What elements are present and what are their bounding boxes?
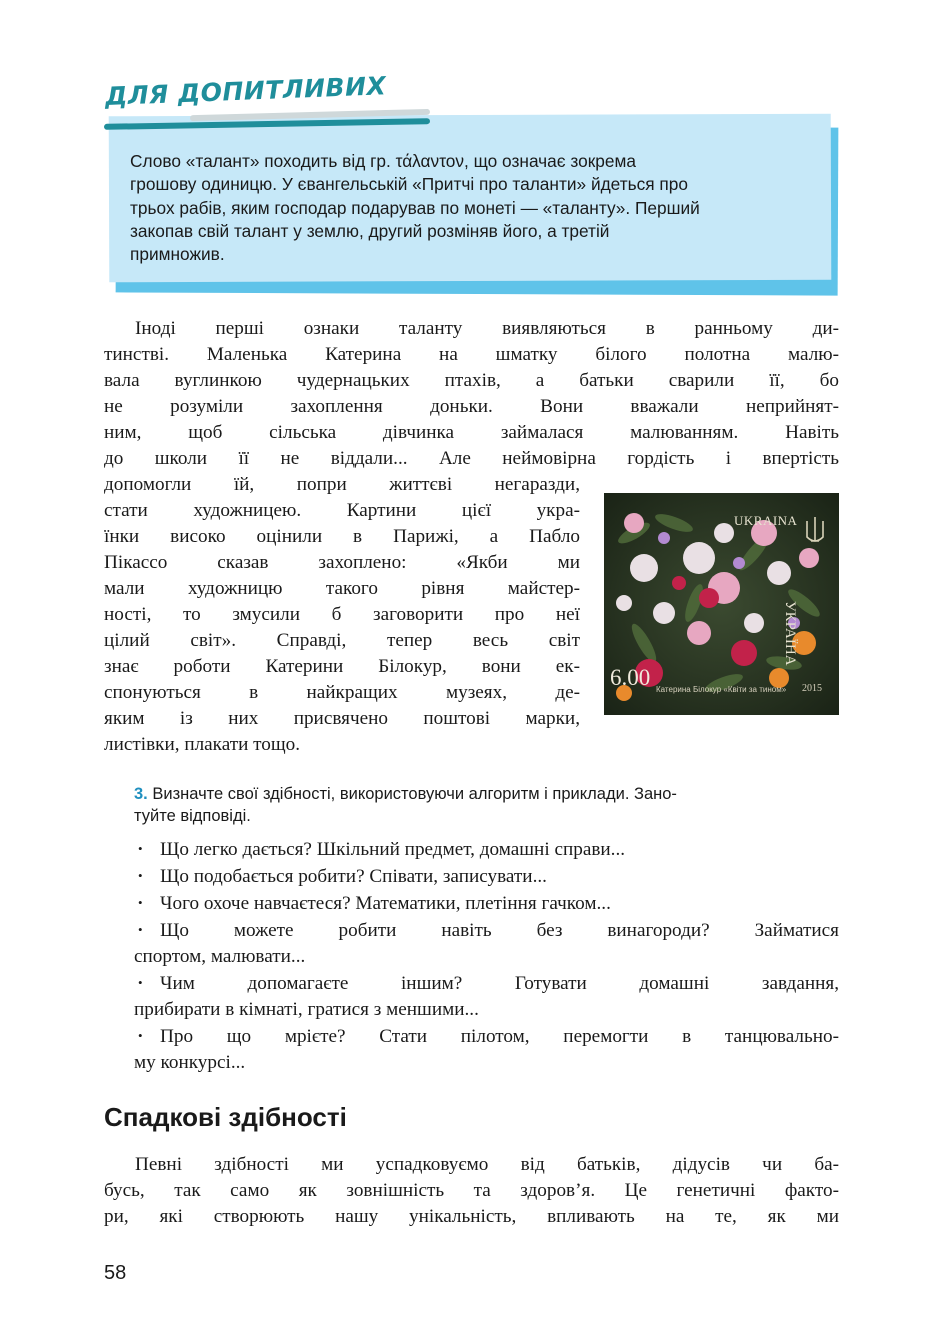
sidebar-text (130, 150, 830, 266)
bullet-dot-icon: • (138, 922, 143, 937)
text-line: ри, які створюють нашу унікальність, впливають на те, як ми (104, 1206, 839, 1227)
paragraph-heredity (104, 1152, 839, 1230)
text-line: стати художницею. Картини цієї укра- (104, 500, 580, 521)
bullet-item (134, 836, 839, 863)
text-line: їнки високо оцінили в Парижі, а Пабло (104, 526, 580, 547)
bullet-text: Про що мрієте? Стати пілотом, перемогти в танцювально- (160, 1026, 839, 1047)
bullet-line (134, 836, 839, 863)
text-line: Іноді перші ознаки таланту виявляються в ранньому ди- (135, 318, 839, 339)
bullet-line (134, 863, 839, 890)
text-line: Певні здібності ми успадковуємо від батьків, дідусів чи ба- (135, 1154, 839, 1175)
bullet-line (134, 890, 839, 917)
section-heading: Спадкові здібності (104, 1102, 347, 1132)
text-line: ним, щоб сільська дівчинка займалася малюванням. Навіть (104, 422, 839, 443)
sidebar-line: Слово «талант» походить від гр. τάλαντον, що означає зокрема (130, 151, 637, 171)
bullet-list (134, 836, 839, 1076)
paragraph-intro-continued (104, 472, 580, 758)
bullet-text: Чого охоче навчаєтеся? Математики, плетіння гачком... (160, 893, 611, 914)
text-line: не розуміли захоплення доньки. Вони вважали неприйнят- (104, 396, 839, 417)
sidebar-line: примножив. (130, 244, 225, 265)
text-line: допомогли їй, попри життєві негаразди, (104, 474, 580, 495)
bullet-dot-icon: • (138, 975, 143, 990)
text-line: листівки, плакати тощо. (104, 734, 301, 755)
stamp-country-top: UKRAINA (734, 513, 798, 528)
task-number: 3. (134, 785, 148, 803)
text-line: тинстві. Маленька Катерина на шматку білого полотна малю- (104, 344, 839, 365)
bullet-line: прибирати в кімнаті, гратися з меншими... (134, 999, 479, 1020)
text-line: Пікассо сказав захоплено: «Якби ми (104, 552, 580, 573)
page-number: 58 (104, 1262, 127, 1284)
text-line: знає роботи Катерини Білокур, вони ек- (104, 656, 580, 677)
stamp-caption: Катерина Білокур «Квіти за тином» (656, 685, 787, 694)
text-line: вала вуглинкою чудернацьких птахів, а батьки сварили її, бо (104, 370, 839, 391)
bullet-line: спортом, малювати... (134, 946, 306, 967)
sidebar-line: грошову одиницю. У євангельській «Притчі про таланти» йдеться про (130, 174, 689, 195)
sidebar-title: ДЛЯ ДОПИТЛИВИХ (104, 71, 387, 112)
stamp-country-side: УКРАЇНА (782, 601, 798, 666)
bullet-line: му конкурсі... (134, 1052, 246, 1073)
text-line: до школи її не віддали... Але неймовірна гордість і впертість (104, 448, 839, 469)
text-line: мали художницю такого рівня майстер- (104, 578, 580, 599)
bullet-line (134, 970, 839, 997)
bullet-dot-icon: • (138, 868, 143, 883)
bullet-line (134, 917, 839, 944)
task-3 (134, 783, 839, 827)
bullet-item (134, 970, 839, 1023)
task-text: Визначте свої здібності, використовуючи алгоритм і приклади. Зано- (152, 785, 677, 803)
bullet-text: Чим допомагаєте іншим? Готувати домашні завдання, (160, 973, 839, 994)
bullet-item (134, 917, 839, 970)
bullet-text: Що легко дається? Шкільний предмет, домашні справи... (160, 839, 626, 860)
bullet-dot-icon: • (138, 895, 143, 910)
bullet-text: Що подобається робити? Співати, записувати... (160, 866, 547, 887)
text-line: спонуються в найкращих музеях, де- (104, 682, 580, 703)
paragraph-intro (104, 316, 839, 472)
text-line: ності, то змусили б заговорити про неї (104, 604, 580, 625)
bullet-item (134, 1023, 839, 1076)
stamp-value: 6.00 (610, 665, 651, 690)
task-text: туйте відповіді. (134, 807, 251, 825)
sidebar-line: трьох рабів, яким господар подарував по монеті — «таланту». Перший (130, 197, 700, 218)
bullet-text: Що можете робити навіть без винагороди? Займатися (160, 920, 839, 941)
bullet-item (134, 890, 839, 917)
text-line: бусь, так само як зовнішність та здоров’я. Це генетичні факто- (104, 1180, 839, 1201)
text-line: цілий світ». Справді, тепер весь світ (104, 630, 580, 651)
sidebar-line: закопав свій талант у землю, другий розміняв його, а третій (130, 220, 610, 241)
text-line: яким із них присвячено поштові марки, (104, 708, 580, 729)
bullet-dot-icon: • (138, 1028, 143, 1043)
bullet-item (134, 863, 839, 890)
postage-stamp-image (604, 493, 839, 715)
bullet-dot-icon: • (138, 841, 143, 856)
stamp-year: 2015 (802, 683, 822, 694)
bullet-line (134, 1023, 839, 1050)
